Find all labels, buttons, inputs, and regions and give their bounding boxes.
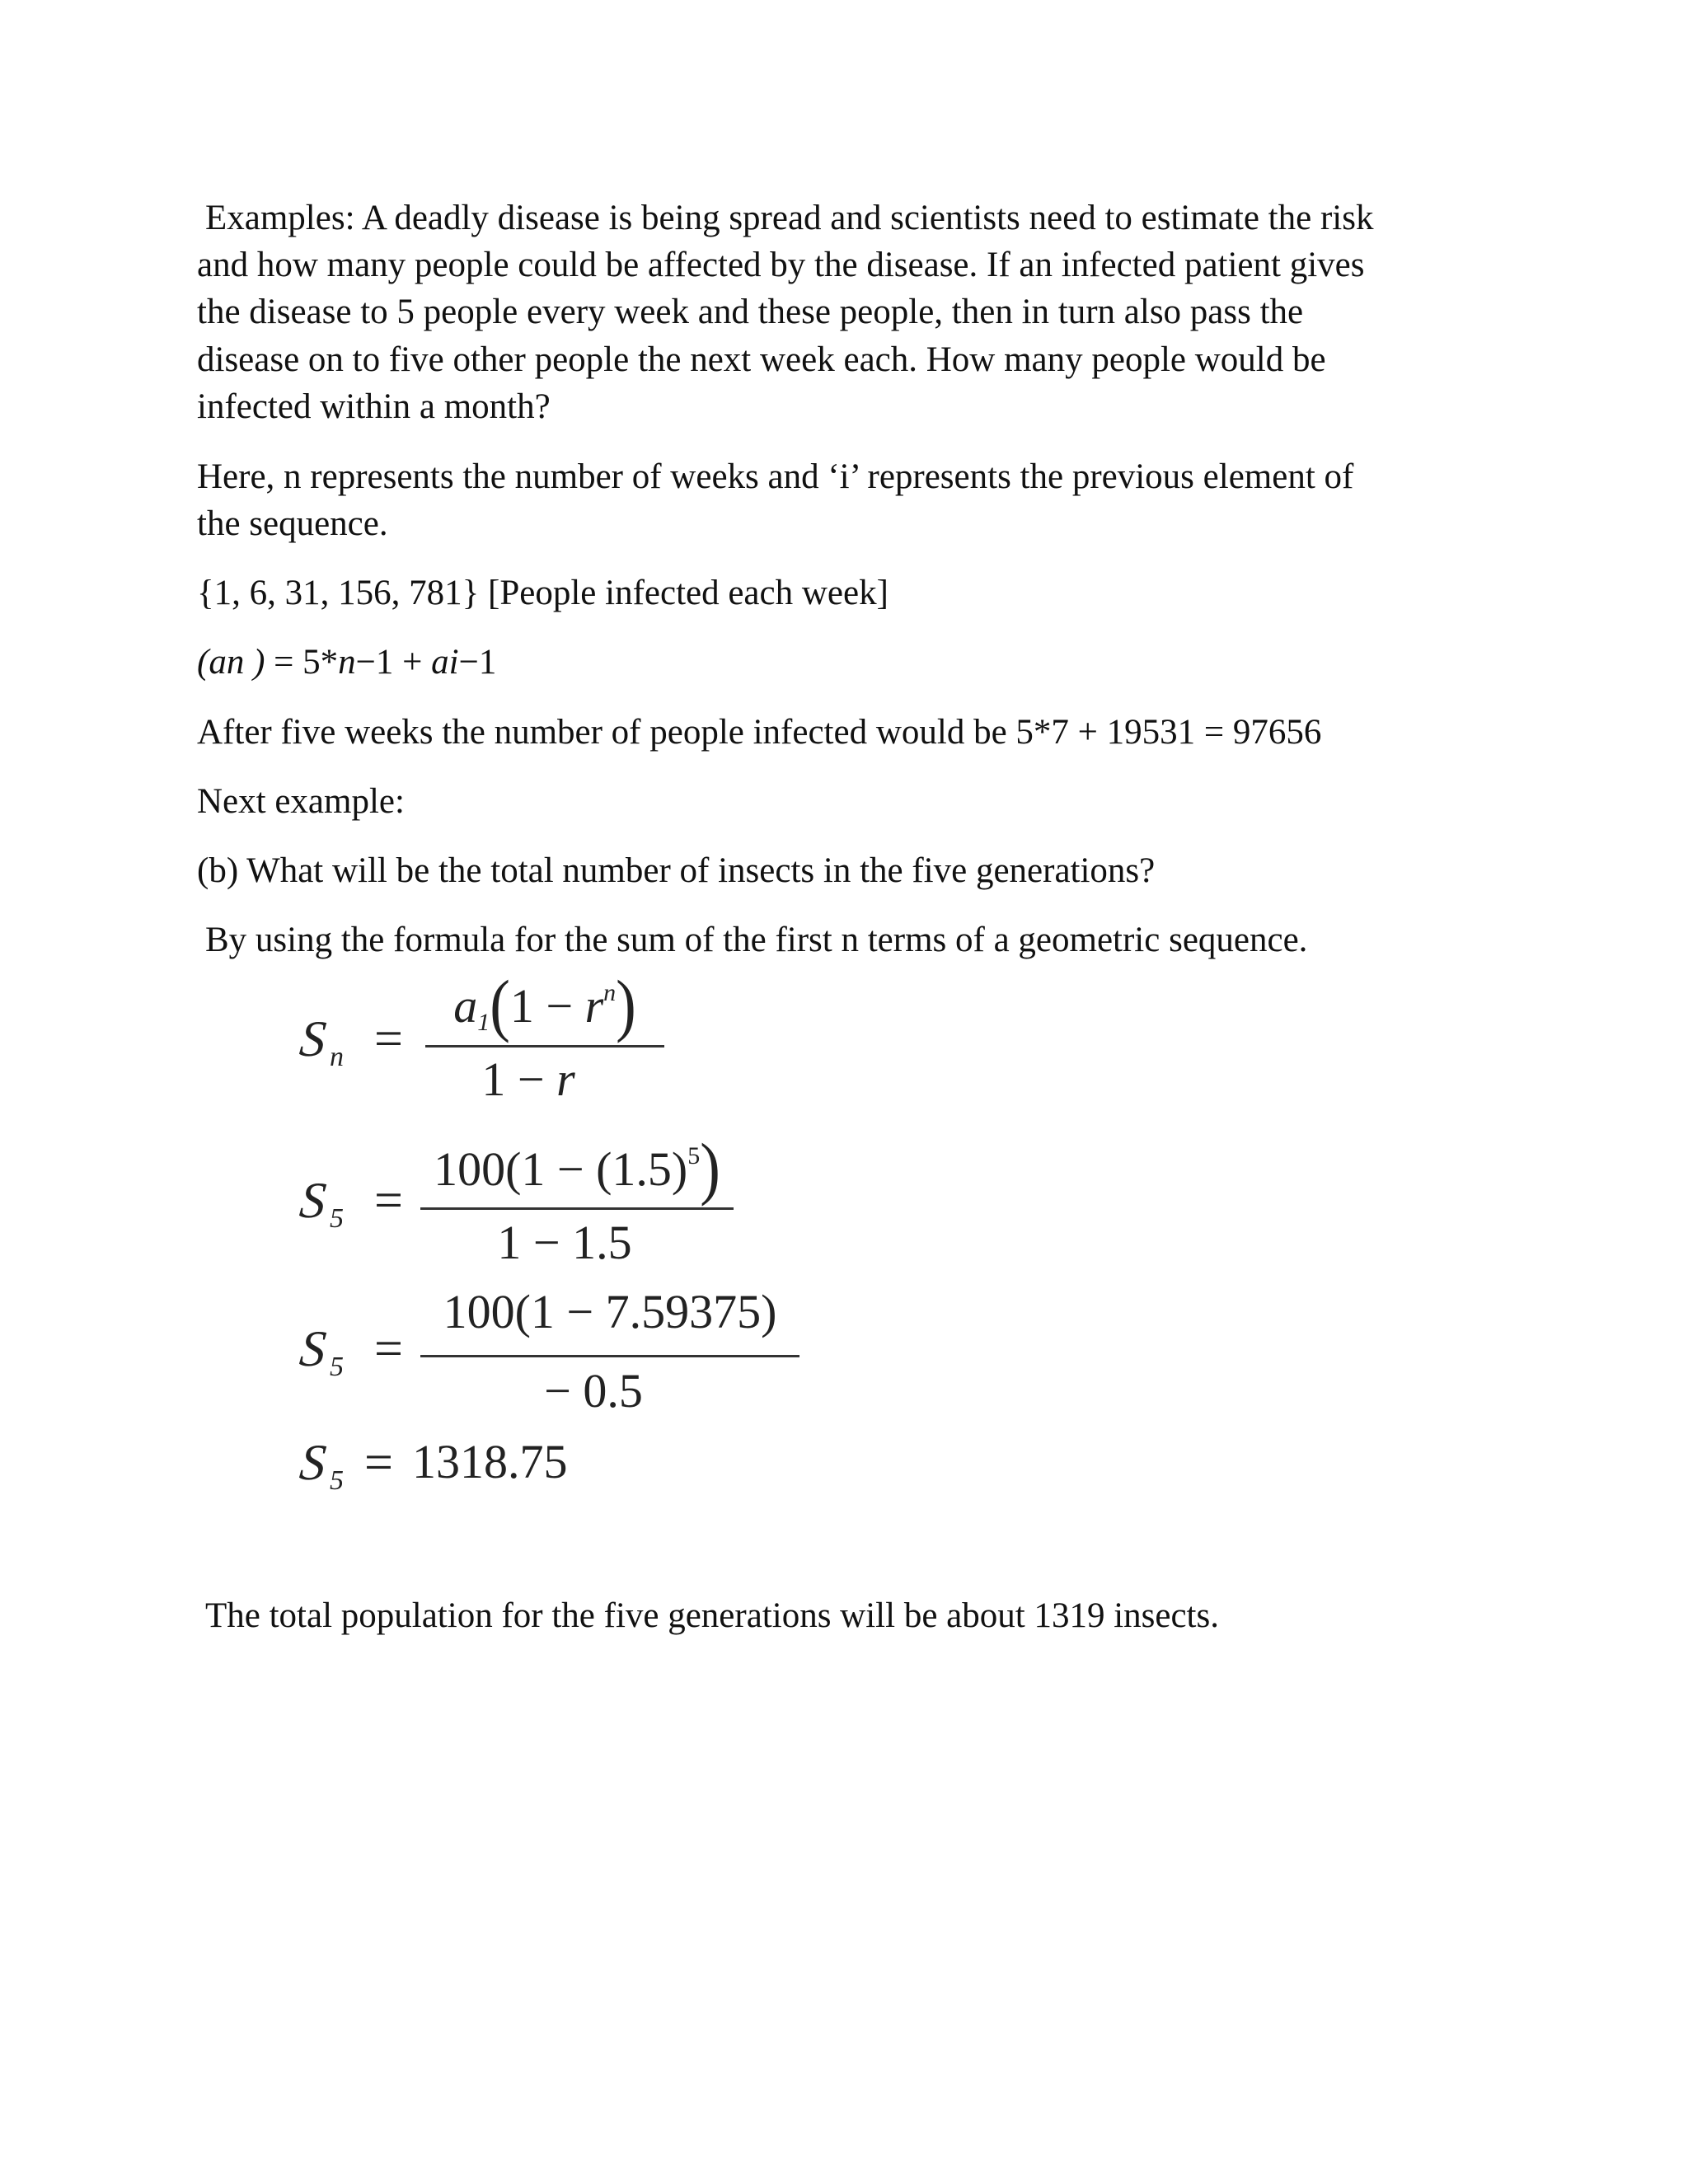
row2-equals: = <box>374 1173 403 1229</box>
row3-numerator: 100(1 − 7.59375) <box>443 1285 777 1338</box>
row2-num-sup: 5 <box>687 1142 701 1169</box>
row1-den-pre: 1 − <box>481 1052 557 1106</box>
row3-denominator: − 0.5 <box>544 1364 643 1418</box>
row1-den-r: r <box>556 1052 575 1106</box>
here-line-1: Here, n represents the number of weeks and ‘i’ represents the previous element of <box>197 457 1354 496</box>
question-b: (b) What will be the total number of insects in the five generations? <box>197 851 1156 890</box>
row1-num-r: r <box>584 979 604 1033</box>
row2-numerator <box>420 1129 734 1208</box>
row1-fraction-bar <box>425 1045 664 1047</box>
recurrence-ai: ai <box>431 643 459 682</box>
after-five-weeks-line: After five weeks the number of people infected would be 5*7 + 19531 = 97656 <box>197 713 1322 752</box>
row2-num-close: ) <box>700 1129 720 1208</box>
row4-equals: = <box>364 1435 393 1491</box>
row1-num-r-sup: n <box>603 979 617 1006</box>
recurrence-lhs: (an ) <box>197 643 265 682</box>
row3-equals: = <box>374 1321 403 1377</box>
recurrence-mid: −1 + <box>355 643 432 682</box>
row2-lhs: S <box>297 1173 329 1229</box>
intro-line-4: disease on to five other people the next week each. How many people would be <box>197 340 1326 379</box>
next-example-label: Next example: <box>197 782 405 821</box>
row4-lhs-sub: 5 <box>330 1465 344 1496</box>
recurrence-n: n <box>338 643 356 682</box>
recurrence-rhs-prefix: = 5* <box>265 643 339 682</box>
formula-intro: By using the formula for the sum of the first n terms of a geometric sequence. <box>205 921 1308 959</box>
row2-denominator: 1 − 1.5 <box>497 1216 632 1269</box>
row1-equals: = <box>374 1011 403 1067</box>
row2-fraction-bar <box>420 1207 734 1210</box>
row1-lhs: S <box>297 1011 329 1067</box>
row3-fraction-bar <box>420 1355 799 1357</box>
recurrence-end: −1 <box>458 643 497 682</box>
recurrence-line <box>197 639 496 687</box>
row4-value: 1318.75 <box>412 1435 568 1488</box>
row2-num-pre: 100(1 − (1.5) <box>434 1142 688 1196</box>
row1-numerator <box>425 966 664 1045</box>
row1-denominator <box>425 1052 631 1107</box>
row1-lhs-sub: n <box>330 1042 344 1072</box>
intro-line-5: infected within a month? <box>197 387 551 426</box>
row2-lhs-sub: 5 <box>330 1203 344 1234</box>
sequence-line: {1, 6, 31, 156, 781} [People infected each week] <box>197 574 889 612</box>
row3-lhs-sub: 5 <box>330 1352 344 1382</box>
geometric-sum-equations <box>288 966 816 1549</box>
row1-num-open: ( <box>490 966 510 1045</box>
conclusion-line: The total population for the five generations will be about 1319 insects. <box>205 1596 1219 1635</box>
intro-line-3: the disease to 5 people every week and these people, then in turn also pass the <box>197 293 1304 331</box>
row1-num-inner: 1 − <box>509 979 585 1033</box>
row3-lhs: S <box>297 1321 329 1377</box>
intro-line-1: Examples: A deadly disease is being spread and scientists need to estimate the risk <box>205 199 1374 237</box>
row1-num-a-sub: 1 <box>477 1009 490 1036</box>
row1-num-a: a <box>453 979 478 1033</box>
row4-lhs: S <box>297 1435 329 1491</box>
intro-line-2: and how many people could be affected by the disease. If an infected patient gives <box>197 246 1365 284</box>
here-line-2: the sequence. <box>197 504 388 543</box>
row1-num-close: ) <box>616 966 636 1045</box>
